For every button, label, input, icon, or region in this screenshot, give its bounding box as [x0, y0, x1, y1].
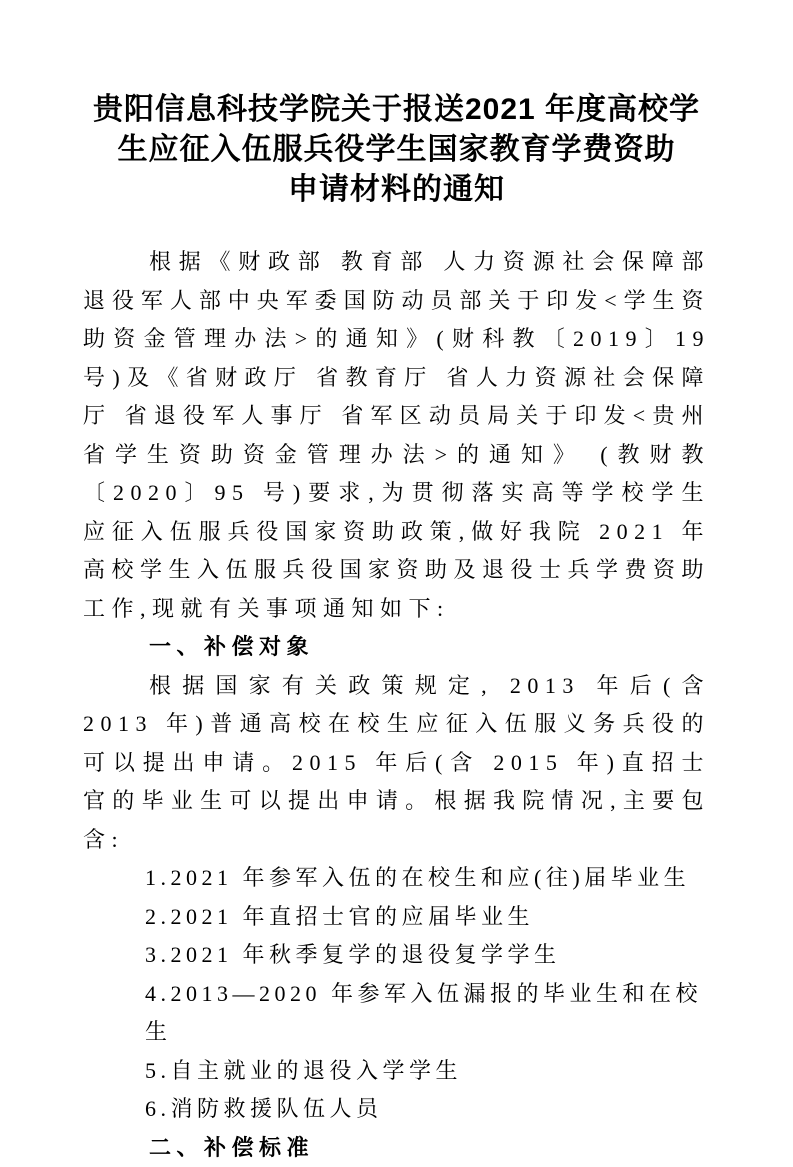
- list-item-6: 6.消防救援队伍人员: [145, 1090, 710, 1129]
- document-body: [83, 243, 710, 1167]
- document-title-line-1: 贵阳信息科技学院关于报送2021 年度高校学: [0, 90, 793, 130]
- list-item-4: 4.2013—2020 年参军入伍漏报的毕业生和在校生: [145, 975, 710, 1052]
- section1-heading: 一、补偿对象: [83, 628, 710, 667]
- document-title-line-3: 申请材料的通知: [0, 170, 793, 210]
- section1-list: [83, 859, 710, 1129]
- document-title-line-2: 生应征入伍服兵役学生国家教育学费资助: [0, 130, 793, 170]
- section2-heading: 二、补偿标准: [83, 1129, 710, 1167]
- document-title: [0, 0, 793, 210]
- section1-paragraph: 根据国家有关政策规定, 2013 年后(含 2013 年)普通高校在校生应征入伍服义务兵役的可以提出申请。2015 年后(含 2015 年)直招士官的毕业生可以提出申请。根据我院情况,主要包含:: [83, 667, 710, 860]
- list-item-5: 5.自主就业的退役入学学生: [145, 1052, 710, 1091]
- list-item-2: 2.2021 年直招士官的应届毕业生: [145, 898, 710, 937]
- list-item-3: 3.2021 年秋季复学的退役复学学生: [145, 936, 710, 975]
- list-item-1: 1.2021 年参军入伍的在校生和应(往)届毕业生: [145, 859, 710, 898]
- intro-paragraph: 根据《财政部 教育部 人力资源社会保障部 退役军人部中央军委国防动员部关于印发<学生资助资金管理办法>的通知》(财科教〔2019〕19 号)及《省财政厅 省教育厅 省人力资源社会保障厅 省退役军人事厅 省军区动员局关于印发<贵州省学生资助资金管理办法>的通知》 (教财教〔2020〕95 号)要求,为贯彻落实高等学校学生应征入伍服兵役国家资助政策,做好我院 2021 年高校学生入伍服兵役国家资助及退役士兵学费资助工作,现就有关事项通知如下:: [83, 243, 710, 628]
